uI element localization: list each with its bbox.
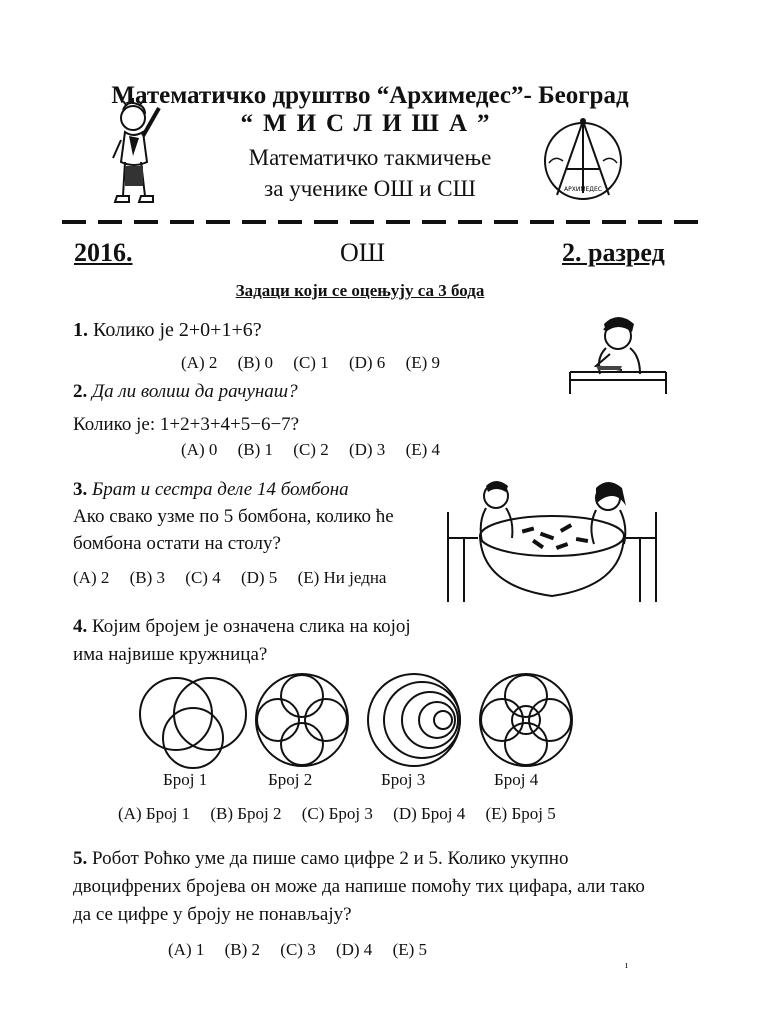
question-4 bbox=[73, 616, 411, 638]
option-d: (D) 4 bbox=[335, 940, 373, 959]
question-5-options bbox=[168, 940, 443, 960]
dashed-separator bbox=[62, 216, 708, 228]
circle-figures bbox=[130, 668, 600, 770]
competition-desc-line2: за ученике ОШ и СШ bbox=[264, 176, 476, 201]
page-mark: ı bbox=[625, 960, 628, 971]
competition-name: “МИСЛИША” bbox=[240, 110, 500, 137]
option-b: (B) Број 2 bbox=[210, 804, 282, 823]
option-a: (A) Број 1 bbox=[118, 804, 191, 823]
option-c: (C) 2 bbox=[293, 440, 329, 459]
option-e: (E) 5 bbox=[392, 940, 428, 959]
question-line-1: Којим бројем је означена слика на којој bbox=[87, 616, 411, 637]
question-2 bbox=[73, 381, 298, 403]
option-c: (C) 4 bbox=[185, 568, 221, 587]
figure-label-3: Број 3 bbox=[381, 770, 426, 789]
level-label: ОШ bbox=[340, 238, 386, 267]
question-5 bbox=[73, 848, 568, 870]
option-c: (C) Број 3 bbox=[301, 804, 373, 823]
figure-label-2: Број 2 bbox=[268, 770, 313, 789]
question-number: 3. bbox=[73, 479, 88, 500]
section-title: Задаци који се оцењују са 3 бода bbox=[235, 281, 485, 300]
logo-text: АРХИМЕДЕС bbox=[564, 186, 602, 193]
question-5-line-2: двоцифрених бројева он може да напише помоћу тих цифара, али тако bbox=[73, 876, 645, 897]
question-2-text: Колико је: 1+2+3+4+5−6−7? bbox=[73, 414, 300, 435]
competition-desc-line1: Математичко такмичење bbox=[248, 145, 492, 170]
question-3-line-2: бомбона остати на столу? bbox=[73, 533, 281, 554]
year-label: 2016. bbox=[74, 238, 133, 267]
option-b: (B) 1 bbox=[237, 440, 274, 459]
option-d: (D) 6 bbox=[348, 353, 386, 372]
figure-label-1: Број 1 bbox=[163, 770, 208, 789]
option-d: (D) Број 4 bbox=[393, 804, 466, 823]
option-a: (A) 1 bbox=[168, 940, 205, 959]
boy-with-pencil-icon bbox=[103, 96, 167, 222]
option-d: (D) 5 bbox=[240, 568, 278, 587]
question-number: 5. bbox=[73, 848, 88, 869]
figure-label-4: Број 4 bbox=[494, 770, 539, 789]
children-at-table-icon bbox=[436, 478, 668, 606]
grade-label: 2. разред bbox=[562, 238, 665, 267]
question-4-line-2: има највише кружница? bbox=[73, 644, 268, 665]
question-3-line-1: Ако свако узме по 5 бомбона, колико ће bbox=[73, 506, 394, 527]
question-5-line-3: да се цифре у броју не понављају? bbox=[73, 904, 352, 925]
option-b: (B) 0 bbox=[237, 353, 274, 372]
question-number: 4. bbox=[73, 616, 88, 637]
boy-at-desk-icon bbox=[566, 314, 670, 396]
question-number: 2. bbox=[73, 381, 88, 402]
option-e: (E) 4 bbox=[405, 440, 441, 459]
question-1 bbox=[73, 319, 262, 342]
option-d: (D) 3 bbox=[348, 440, 386, 459]
question-line-1: Робот Роћко уме да пише само цифре 2 и 5. Колико укупно bbox=[87, 848, 569, 869]
question-4-options bbox=[118, 804, 572, 824]
question-text: Колико је 2+0+1+6? bbox=[88, 319, 262, 341]
question-number: 1. bbox=[73, 319, 88, 341]
option-e: (E) Број 5 bbox=[485, 804, 556, 823]
figure-3 bbox=[368, 674, 460, 766]
figure-4 bbox=[480, 674, 572, 766]
option-e: (E) 9 bbox=[405, 353, 441, 372]
option-a: (A) 0 bbox=[181, 440, 218, 459]
option-c: (C) 1 bbox=[293, 353, 329, 372]
question-title: Да ли волиш да рачунаш? bbox=[87, 381, 298, 402]
organization-title: Математичко друштво “Архимедес”- Београд bbox=[111, 82, 629, 109]
option-e: (E) Ни једна bbox=[297, 568, 387, 587]
question-title: Брат и сестра деле 14 бомбона bbox=[87, 479, 349, 500]
competition-description bbox=[200, 142, 540, 204]
option-b: (B) 3 bbox=[129, 568, 166, 587]
question-2-options bbox=[181, 440, 456, 460]
option-a: (A) 2 bbox=[181, 353, 218, 372]
option-c: (C) 3 bbox=[280, 940, 316, 959]
question-3 bbox=[73, 479, 349, 501]
option-b: (B) 2 bbox=[224, 940, 261, 959]
figure-1 bbox=[140, 678, 246, 768]
option-a: (A) 2 bbox=[73, 568, 110, 587]
compass-logo-icon bbox=[537, 113, 629, 205]
figure-2 bbox=[256, 674, 348, 766]
question-3-options bbox=[73, 568, 402, 588]
question-1-options bbox=[181, 353, 456, 373]
